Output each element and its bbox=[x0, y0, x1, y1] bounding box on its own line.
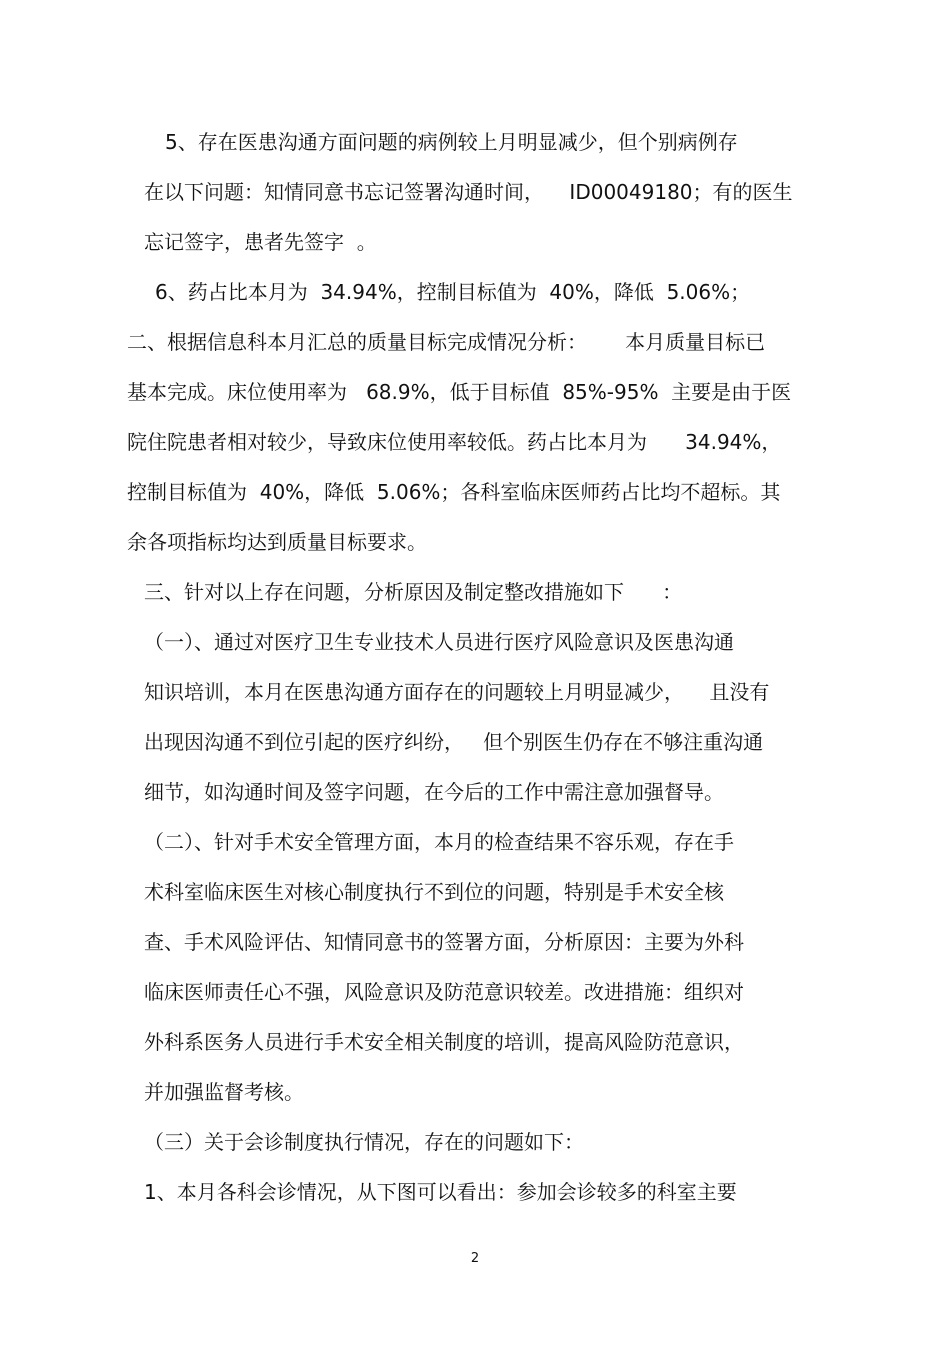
text-line: 控制目标值为 40%，降低 5.06%；各科室临床医师药占比均不超标。其 bbox=[127, 480, 781, 504]
text-line: （三）关于会诊制度执行情况，存在的问题如下： bbox=[144, 1130, 584, 1154]
text-line: 临床医师责任心不强，风险意识及防范意识较差。改进措施：组织对 bbox=[144, 980, 744, 1004]
text-line: （二）、针对手术安全管理方面，本月的检查结果不容乐观，存在手 bbox=[144, 830, 734, 854]
page-number: 2 bbox=[470, 1251, 480, 1266]
text-line: 查、手术风险评估、知情同意书的签署方面，分析原因：主要为外科 bbox=[144, 930, 744, 954]
text-line: 知识培训，本月在医患沟通方面存在的问题较上月明显减少， 且没有 bbox=[144, 680, 770, 704]
text-line: （一）、通过对医疗卫生专业技术人员进行医疗风险意识及医患沟通 bbox=[144, 630, 734, 654]
text-line: 在以下问题：知情同意书忘记签署沟通时间， ID00049180；有的医生 bbox=[144, 180, 793, 204]
text-line: 出现因沟通不到位引起的医疗纠纷， 但个别医生仍存在不够注重沟通 bbox=[144, 730, 764, 754]
text-line: 并加强监督考核。 bbox=[144, 1080, 304, 1104]
text-line: 余各项指标均达到质量目标要求。 bbox=[127, 530, 427, 554]
text-line: 6、药占比本月为 34.94%，控制目标值为 40%，降低 5.06%； bbox=[155, 280, 751, 304]
text-line: 细节，如沟通时间及签字问题，在今后的工作中需注意加强督导。 bbox=[144, 780, 724, 804]
text-line: 二、根据信息科本月汇总的质量目标完成情况分析： 本月质量目标已 bbox=[127, 330, 766, 354]
text-line: 术科室临床医生对核心制度执行不到位的问题，特别是手术安全核 bbox=[144, 880, 724, 904]
text-line: 外科系医务人员进行手术安全相关制度的培训，提高风险防范意识， bbox=[144, 1030, 744, 1054]
text-line: 基本完成。床位使用率为 68.9%，低于目标值 85%-95% 主要是由于医 bbox=[127, 380, 792, 404]
text-line: 1、本月各科会诊情况，从下图可以看出：参加会诊较多的科室主要 bbox=[144, 1180, 737, 1204]
text-line: 三、针对以上存在问题，分析原因及制定整改措施如下 ： bbox=[144, 580, 683, 604]
text-line: 院住院患者相对较少，导致床位使用率较低。药占比本月为 34.94%， bbox=[127, 430, 782, 454]
text-line: 忘记签字，患者先签字 。 bbox=[144, 230, 377, 254]
text-line: 5、存在医患沟通方面问题的病例较上月明显减少，但个别病例存 bbox=[165, 130, 738, 154]
